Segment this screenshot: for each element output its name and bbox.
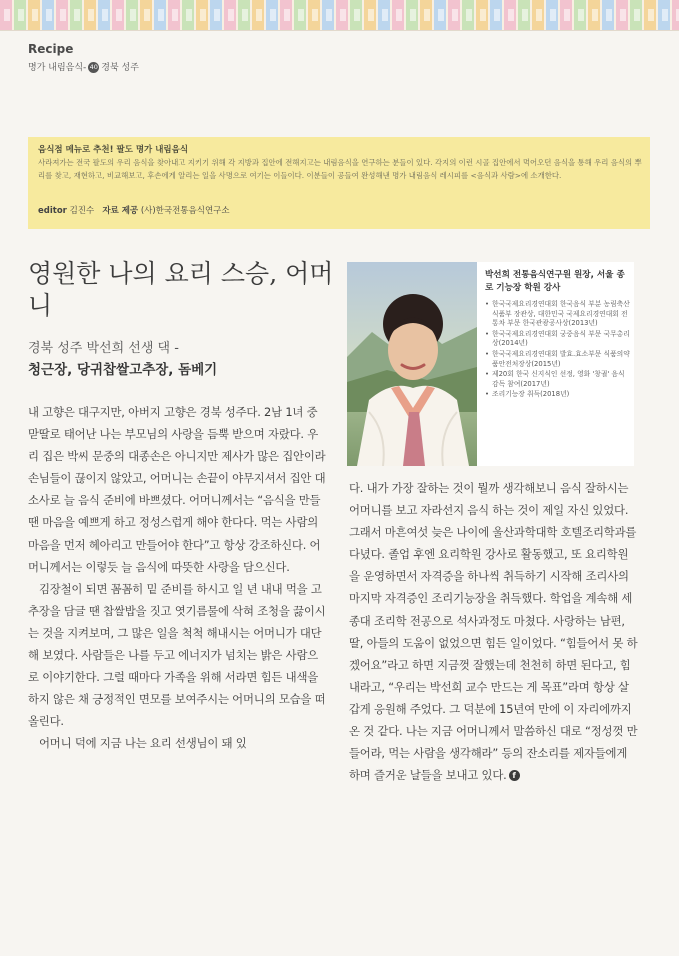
intro-body: 사라져가는 전국 팔도의 우리 음식을 찾아내고 지키기 위해 각 지방과 집안에 전해지고는 내림음식을 연구하는 분들이 있다. 각지의 이런 시골 집안에서 먹어오던 음식을 통해 우리 음식의 뿌리를 찾고, 재현하고, 비교해보고, 후손에게 알리는 일을 사명으로 여기는 이들이다. 이분들이 공들여 완성해낸 명가 내림음식 레시피를 <음식과 사람>에 소개한다. <box>38 158 642 180</box>
series-name: 명가 내림음식- <box>28 63 87 73</box>
profile-title: 박선희 전통음식연구원 원장, 서울 종로 기능장 학원 강사 <box>485 270 625 293</box>
article-column-right <box>349 477 638 786</box>
article-paragraph-text: 다. 내가 가장 잘하는 것이 뭘까 생각해보니 음식 잘하시는 어머니를 보고 자라선지 음식 하는 것이 제일 자신 있었다. 그래서 마흔여섯 늦은 나이에 울산과학대학 호텔조리학과를 다녔다. 졸업 후엔 요리학원 강사로 활동했고, 또 요리학원을 운영하면서 자격증을 하나씩 취득하기 시작해 조리사의 마지막 자격증인 조리기능장을 취득했다. 학업을 계속해 세종대 조리학 전공으로 석사과정도 마쳤다. 사랑하는 남편, 딸, 아들의 도움이 없었으면 힘든 일이었다. “힘들어서 못 하겠어요”라고 하면 지금껏 잘했는데 천천히 하면 된다고, 힘내라고, “우리는 박선희 교수 만드는 게 목표”라며 항상 살갑게 응원해 주었다. 그 덕분에 15년여 만에 이 자리에까지 온 것 같다. 나는 지금 어머니께서 말씀하신 대로 “정성껏 만들어라, 먹는 사람을 생각해라” 등의 잔소리를 제자들에게 하며 즐거운 날들을 보내고 있다. <box>349 481 638 783</box>
profile-panel <box>477 262 634 466</box>
editor-name: 김진수 <box>69 206 95 216</box>
series-number: 40 <box>89 63 98 71</box>
editor-label: editor <box>38 206 67 216</box>
intro-box <box>28 137 650 229</box>
career-item: • 한국국제요리경연대회 발효.효소부문 식품의약품안전처장상(2015년) <box>485 350 631 369</box>
article-subhead-bold: 청근장, 당귀찹쌀고추장, 돔베기 <box>28 362 218 378</box>
career-list <box>485 300 631 401</box>
decorative-pattern-border <box>0 0 679 31</box>
article-paragraph <box>349 477 638 786</box>
source-name: (사)한국전통음식연구소 <box>140 206 230 216</box>
end-mark-icon: f <box>509 770 520 781</box>
career-item: • 한국국제요리경연대회 궁중음식 부문 국무총리상(2014년) <box>485 330 631 349</box>
intro-title: 음식점 메뉴로 추천! 팔도 명가 내림음식 <box>38 145 189 155</box>
article-subhead: 경북 성주 박선희 선생 댁 - <box>28 341 179 356</box>
portrait-photo <box>347 262 477 466</box>
series-label <box>28 60 139 73</box>
article-headline: 영원한 나의 요리 스승, 어머니 <box>28 259 334 320</box>
source-label: 자료 제공 <box>102 206 139 216</box>
article-paragraph: 어머니 덕에 지금 나는 요리 선생님이 돼 있 <box>39 736 247 751</box>
article-paragraph: 내 고향은 대구지만, 아버지 고향은 경북 성주다. 2남 1녀 중 맏딸로 태어난 나는 부모님의 사랑을 듬뿍 받으며 자랐다. 우리 집은 박씨 문중의 대종손은 아니지만 제사가 많은 집안이라 손님들이 끊이지 않았고, 어머니는 손끝이 야무지셔서 집안 대소사로 늘 음식 준비에 바쁘셨다. 어머니께서는 “음식을 만들 땐 마음을 예쁘게 하고 정성스럽게 해야 한다다. 먹는 사람의 마음을 먼저 헤아리고 만들어야 한다”고 항상 강조하신다. 어머니께서는 이렇듯 늘 음식에 따뜻한 사랑을 담으신다. <box>28 405 326 574</box>
article-column-left <box>28 401 328 755</box>
series-place: 경북 성주 <box>101 63 139 73</box>
career-item: • 제20회 한국 신지식인 선정, 영화 '창궐' 음식감독 참여(2017년) <box>485 370 631 389</box>
career-item: • 조리기능장 취득(2018년) <box>485 390 631 400</box>
section-label: Recipe <box>28 42 74 56</box>
portrait-illustration <box>347 262 477 466</box>
intro-credit <box>38 204 230 216</box>
article-paragraph: 김장철이 되면 꼼꼼히 밑 준비를 하시고 일 년 내내 먹을 고추장을 담글 땐 찹쌀밥을 짓고 엿기름물에 삭혀 조청을 끓이시는 것을 지켜보며, 그 많은 일을 척척 해내시는 어머니가 대단해 보였다. 사람들은 나를 두고 에너지가 넘치는 밝은 사람으로 이야기한다. 그럴 때마다 가족을 위해 서라면 힘든 내색을 하지 않은 채 긍정적인 면모를 보여주시는 어머니의 모습을 떠올린다. <box>28 581 326 729</box>
career-item: • 한국국제요리경연대회 한국음식 부분 농림축산식품부 장관상, 대한민국 국제요리경연대회 전통차 부문 한국관광공사상(2013년) <box>485 300 631 329</box>
